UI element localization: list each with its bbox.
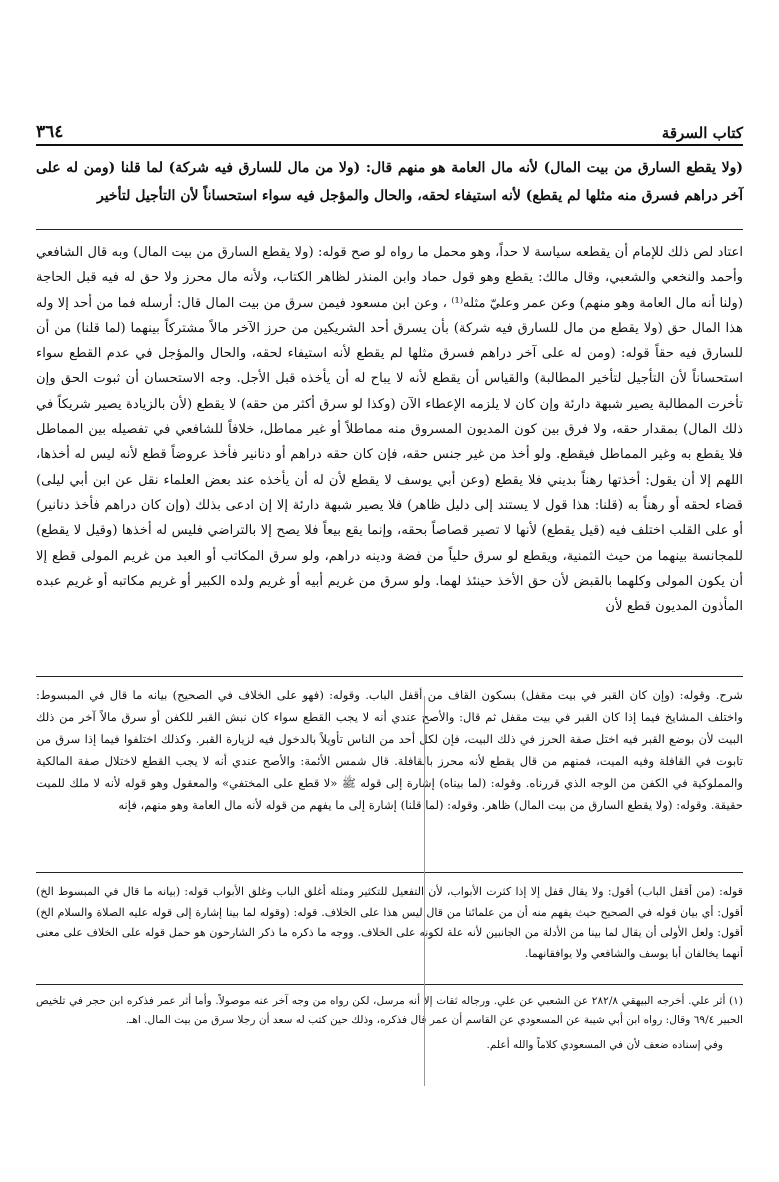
commentary-block-main — [36, 240, 743, 619]
commentary-paragraph-secondary: شرح. وقوله: (وإن كان القبر في بيت مقفل) بسكون القاف من أقفل الباب. وقوله: (فهو على الخلاف في الصحيح) بيانه ما قال في المبسوط: واختلف المشايخ فيما إذا كان القبر في بيت مقفل ثم قال: والأصح عندي أنه لا يجب القطع سواء كان نبش القبر للكفن أو سرق مالاً آخر من ذلك البيت لأن بوضع القبر فيه اختل صفة الحرز في ذلك البيت، فإن لكل أحد من الناس تأويلاً بالدخول فيه لزيارة القبر. وكذلك اختلفوا فيما إذا سرق من تابوت في القافلة وفيه الميت، فمنهم من قال يقطع لأنه محرز بالقافلة. قال شمس الأئمة: والأصح عندي أنه لا يجب القطع لاختلال صفة المالكية والمملوكية في الكفن من الوجه الذي قررناه. وقوله: (لما بيناه) إشارة إلى قوله ﷺ «لا قطع على المختفي» والمعقول وهو قوله لأنه لا ملك للميت حقيقة. وقوله: (ولا يقطع السارق من بيت المال) ظاهر. وقوله: (لما قلنا) إشارة إلى ما يفهم من قوله لأنه مال العامة وهو منهم، فإنه — [36, 688, 743, 812]
matn-paragraph: (ولا يقطع السارق من بيت المال) لأنه مال العامة هو منهم قال: (ولا من مال للسارق فيه شركة) لما قلنا (ومن له على آخر دراهم فسرق منه مثلها لم يقطع) لأنه استيفاء لحقه، والحال والمؤجل فيه سواء استحساناً لأن التأجيل لتأخير — [36, 160, 743, 204]
gloss-block — [36, 882, 743, 964]
scan-gutter-line — [424, 696, 425, 1086]
gloss-divider — [36, 872, 743, 873]
commentary-block-secondary — [36, 684, 743, 816]
page-number: ٣٦٤ — [36, 122, 64, 142]
page-header — [36, 118, 743, 142]
matn-text-block — [36, 154, 743, 210]
gloss-paragraph: قوله: (من أقفل الباب) أقول: ولا يقال قفل إلا إذا كثرت الأبواب، لأن التفعيل للتكثير ومثله أغلق الباب وغلق الأبواب قوله: (بيانه ما قال في المبسوط الخ) أقول: أي بيان قوله في الصحيح حيث يفهم منه أن من علمائنا من قال ليس هذا على الخلاف. قوله: (وقوله لما بينا إشارة إلى قوله عليه الصلاة والسلام الخ) أقول: ولعل الأولى أن يقال لما بينا من الأدلة من الجانبين لأنه علة لكونه على الخلاف. ووجه ما ذكره ما ذكر الشارحون هو حمل قوله على الخلاف على معنى أنهما يخالفان أبا يوسف والشافعي ولا يوافقانهما. — [36, 885, 743, 960]
matn-divider — [36, 229, 743, 230]
chapter-title: كتاب السرقة — [661, 124, 743, 142]
footnote-1: (١) أثر علي. أخرجه البيهقي ٢٨٢/٨ عن الشعبي عن علي. ورجاله ثقات إلا أنه مرسل، لكن رواه من وجه آخر عنه موصولاً. وأما أثر عمر فذكره ابن حجر في تلخيص الحبير ٦٩/٤ وقال: رواه ابن أبي شيبة عن المسعودي عن القاسم أن عمر قال فذكره، وذلك حين كتب له سعد أن رجلا سرق من بيت المال. اهـ. — [36, 995, 744, 1026]
footnote-block — [36, 992, 743, 1055]
commentary-divider — [36, 676, 743, 677]
footnote-addendum: وفي إسناده ضعف لأن في المسعودي كلاماً والله أعلم. — [486, 1039, 723, 1051]
footnote-divider — [36, 984, 743, 985]
commentary-paragraph-main: اعتاد لص ذلك للإمام أن يقطعه سياسة لا حداً، وهو محمل ما رواه لو صح قوله: (ولا يقطع السارق من بيت المال) وبه قال الشافعي وأحمد والنخعي والشعبي، وقال مالك: يقطع وهو قول حماد وابن المنذر لظاهر الكتاب، ولأنه مال محرز ولا حق له فيه قبل الحاجة (ولنا أنه مال العامة وهو منهم) وعن عمر وعليّ مثله⁽¹⁾ ، وعن ابن مسعود فيمن سرق من بيت المال قال: أرسله فما من أحد إلا وله هذا المال حق (ولا يقطع من مال للسارق فيه شركة) بأن يسرق أحد الشريكين من حرز الآخر مالاً مشتركاً بينهما (لما قلنا) من أن للسارق فيه حقاً قوله: (ومن له على آخر دراهم فسرق مثلها لم يقطع لأنه استيفاء لحقه، والحال والمؤجل في عدم القطع سواء استحساناً لأن التأجيل لتأخير المطالبة) والقياس أن يقطع لأنه لا يباح له أن يأخذه قبل الأجل. وجه الاستحسان أن ثبوت الحق وإن تأخرت المطالبة يصير شبهة دارئة وإن كان لا يلزمه الإعطاء الآن (وكذا لو سرق أكثر من حقه) لا يقطع (لأن بالزيادة يصير شريكاً في ذلك المال) بمقدار حقه، ولا فرق بين كون المديون المسروق منه مماطلاً أو غير مماطل، خلافاً للشافعي في تفصيله بين المماطل فلا يقطع به وغير المماطل فيقطع. ولو أخذ من غير جنس حقه، فإن كان حقه دراهم أو دنانير فأخذ عروضاً قطع لأنه ليس له أخذها، اللهم إلا أن يقول: أخذتها رهناً بديني فلا يقطع (وعن أبي يوسف لا يقطع لأن له أن يأخذه عند بعض العلماء نقل عن ابن أبي ليلى) قضاء لحقه أو رهناً به (قلنا: هذا قول لا يستند إلى دليل ظاهر) فلا يصير شبهة دارئة إلا إن ادعى بذلك (وإن كان دراهم فأخذ دنانير) أو على القلب اختلف فيه (قيل يقطع) لأنها لا تصير قصاصاً بحقه، وإنما يقع بيعاً فلا يصح إلا بالتراضي فليس له أخذها (وقيل لا يقطع) للمجانسة بينهما من حيث الثمنية، ويقطع لو سرق حلياً من فضة ودينه دراهم، ولو سرق المكاتب أو العبد من غريم المولى قطع إلا أن يكون المولى وكلهما بالقبض لأن حق الأخذ حينئذ لهما. ولو سرق من غريم أبيه أو غريم ولده الكبير أو غريم مكاتبه أو غريم عبده المأذون المديون قطع لأن — [36, 245, 743, 615]
header-rule — [36, 144, 743, 146]
